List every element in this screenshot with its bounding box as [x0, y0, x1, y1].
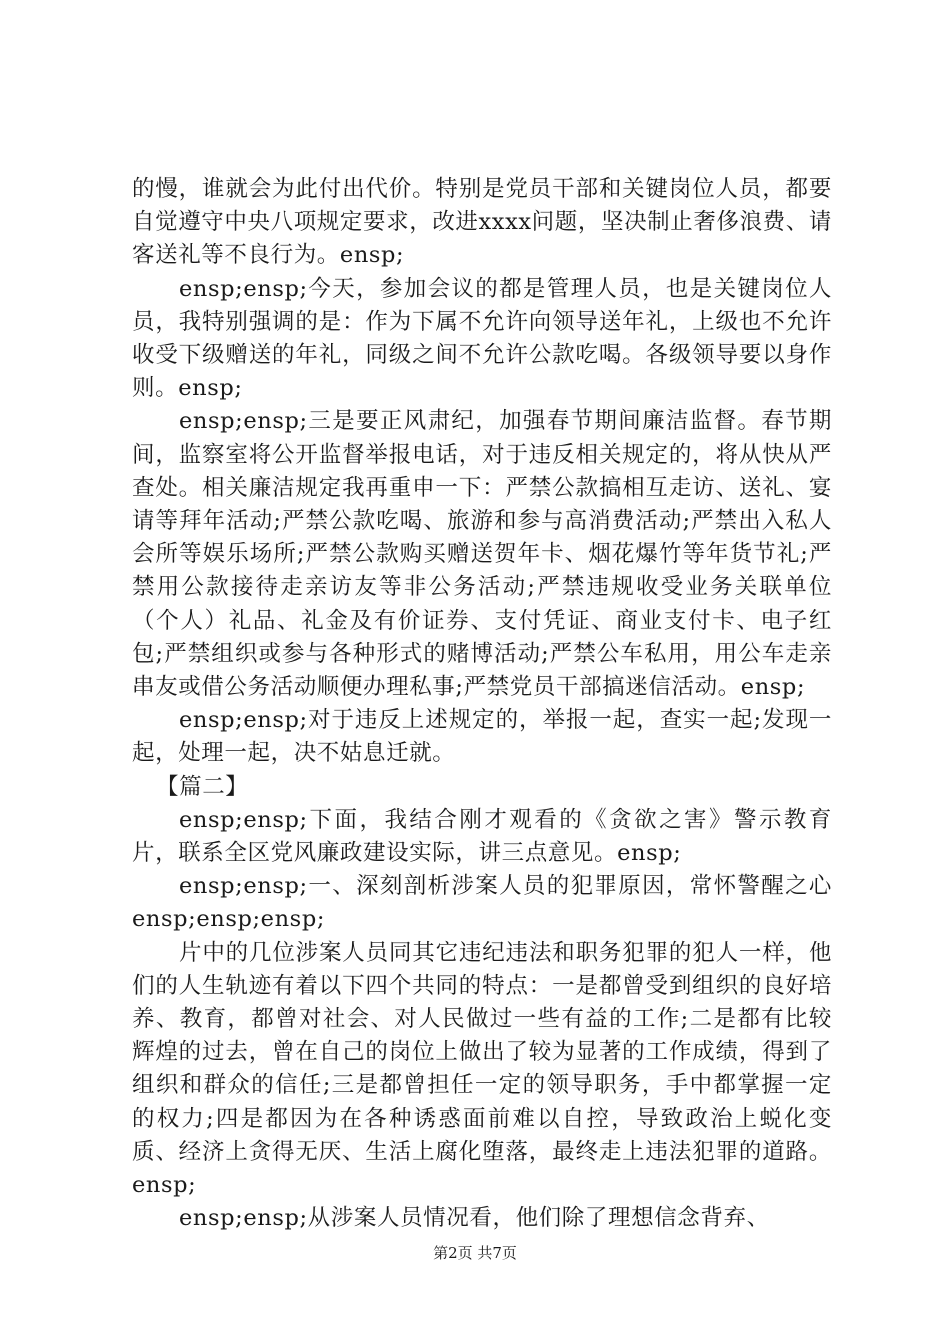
- section-heading: 【篇二】: [156, 773, 249, 800]
- paragraph-3: ensp;ensp;三是要正风肃纪，加强春节期间廉洁监督。春节期间，监察室将公开监督举报电话，对于违反相关规定的，将从快从严查处。相关廉洁规定我再重申一下：严禁公款搞相互走访、送礼、宴请等拜年活动;严禁公款吃喝、旅游和参与高消费活动;严禁出入私人会所等娱乐场所;严禁公款购买赠送贺年卡、烟花爆竹等年货节礼;严禁用公款接待走亲访友等非公务活动;严禁违规收受业务关联单位（个人）礼品、礼金及有价证券、支付凭证、商业支付卡、电子红包;严禁组织或参与各种形式的赌博活动;严禁公车私用，用公车走亲串友或借公务活动顺便办理私事;严禁党员干部搞迷信活动。ensp;: [132, 408, 832, 701]
- paragraph-7: 片中的几位涉案人员同其它违纪违法和职务犯罪的犯人一样，他们的人生轨迹有着以下四个共同的特点：一是都曾受到组织的良好培养、教育，都曾对社会、对人民做过一些有益的工作;二是都有比较辉煌的过去，曾在自己的岗位上做出了较为显著的工作成绩，得到了组织和群众的信任;三是都曾担任一定的领导职务，手中都掌握一定的权力;四是都因为在各种诱惑面前难以自控，导致政治上蜕化变质、经济上贪得无厌、生活上腐化堕落，最终走上违法犯罪的道路。ensp;: [132, 939, 832, 1199]
- paragraph-1: 的慢，谁就会为此付出代价。特别是党员干部和关键岗位人员，都要自觉遵守中央八项规定要求，改进xxxx问题，坚决制止奢侈浪费、请客送礼等不良行为。ensp;: [132, 176, 832, 269]
- document-body: [132, 173, 832, 1236]
- paragraph-2: ensp;ensp;今天，参加会议的都是管理人员，也是关键岗位人员，我特别强调的是：作为下属不允许向领导送年礼，上级也不允许收受下级赠送的年礼，同级之间不允许公款吃喝。各级领导要以身作则。ensp;: [132, 275, 832, 402]
- page-number-footer: 第2页 共7页: [433, 1244, 517, 1262]
- paragraph-5: ensp;ensp;下面，我结合刚才观看的《贪欲之害》警示教育片，联系全区党风廉政建设实际，讲三点意见。ensp;: [132, 806, 832, 867]
- paragraph-6: ensp;ensp;一、深刻剖析涉案人员的犯罪原因，常怀警醒之心ensp;ensp;ensp;: [132, 873, 832, 933]
- paragraph-4: ensp;ensp;对于违反上述规定的，举报一起，查实一起;发现一起，处理一起，决不姑息迁就。: [132, 707, 832, 767]
- paragraph-8: ensp;ensp;从涉案人员情况看，他们除了理想信念背弃、: [179, 1205, 770, 1232]
